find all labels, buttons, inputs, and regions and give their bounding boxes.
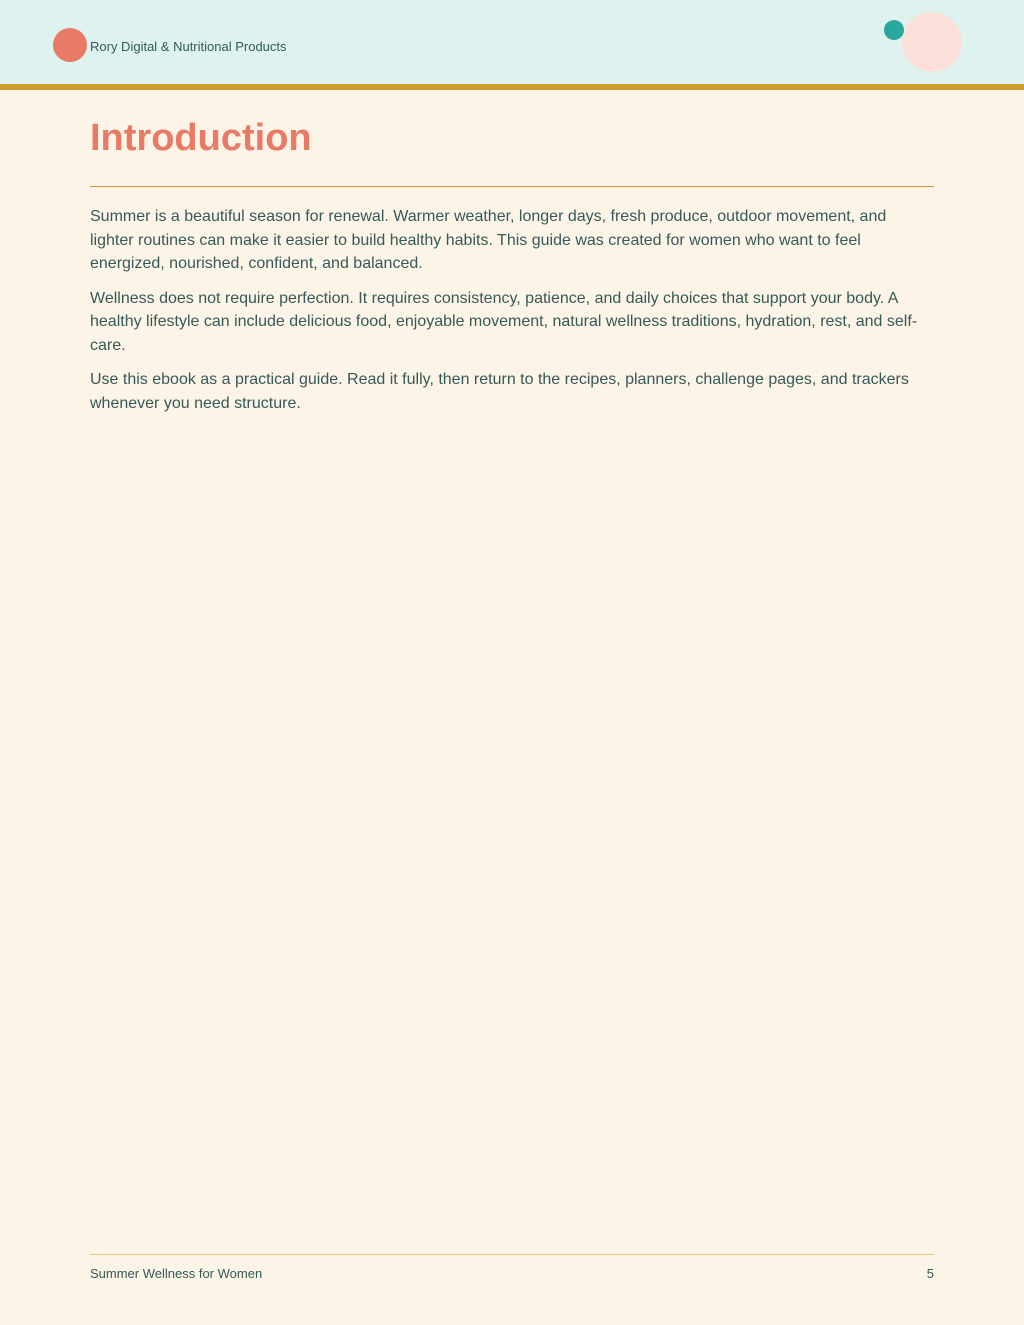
paragraph: Wellness does not require perfection. It requires consistency, patience, and daily choices that support your body. A healthy lifestyle can include delicious food, enjoyable movement, natural wellness traditions, hydration, rest, and self-care. [90, 289, 918, 354]
header-accent-rule [0, 84, 1024, 90]
page-number: 5 [926, 1266, 934, 1281]
title-divider [90, 186, 934, 187]
brand-name: Rory Digital & Nutritional Products [90, 39, 287, 54]
footer-divider [90, 1254, 934, 1255]
decorative-circle-small-icon [884, 20, 904, 40]
page-header [0, 0, 1024, 84]
brand-dot-icon [53, 28, 87, 62]
footer-book-title: Summer Wellness for Women [90, 1266, 263, 1281]
decorative-circle-large-icon [902, 12, 962, 72]
paragraph: Summer is a beautiful season for renewal. Warmer weather, longer days, fresh produce, outdoor movement, and lighter routines can make it easier to build healthy habits. This guide was created for women who want to feel energized, nourished, confident, and balanced. [90, 208, 887, 272]
page-title: Introduction [90, 117, 312, 159]
body-text [90, 205, 934, 426]
paragraph: Use this ebook as a practical guide. Read it fully, then return to the recipes, planners, challenge pages, and trackers whenever you need structure. [90, 371, 909, 412]
